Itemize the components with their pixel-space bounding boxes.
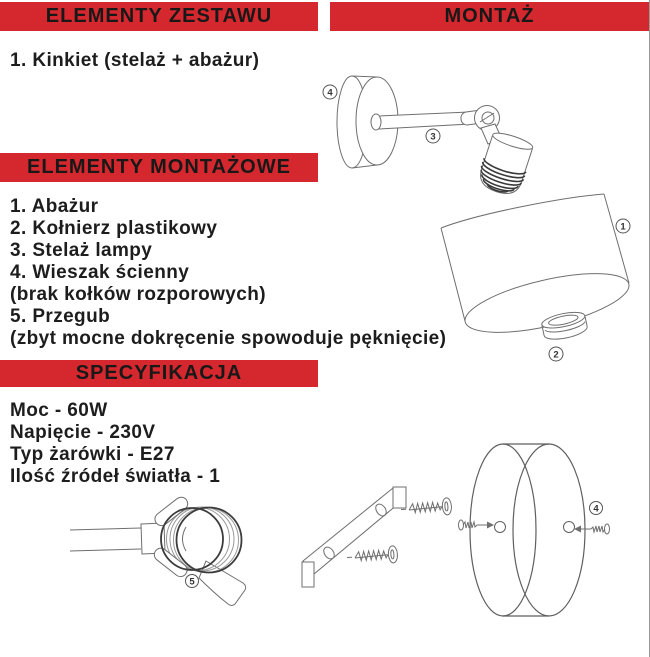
bracket-strip <box>303 488 404 574</box>
section-header-set-elements: ELEMENTY ZESTAWU <box>0 2 318 31</box>
joint-detail-drawing <box>70 495 246 606</box>
mounting-item: 2. Kołnierz plastikowy <box>10 218 218 239</box>
label-ring <box>590 502 603 515</box>
shade-part <box>441 194 634 344</box>
ring-hole <box>495 522 506 533</box>
label-wall-disc <box>323 85 337 99</box>
label-shade <box>616 219 630 233</box>
mounting-item: 5. Przegub <box>10 306 111 327</box>
part-number-labels <box>186 85 631 588</box>
svg-text:2: 2 <box>553 349 559 361</box>
mounting-item: 3. Stelaż lampy <box>10 240 153 261</box>
mounting-item-note: (zbyt mocne dokręcenie spowoduje pęknięcie) <box>10 328 447 349</box>
mounting-ring-drawing <box>459 444 610 616</box>
collar-part <box>540 309 588 342</box>
spec-item: Moc - 60W <box>10 400 108 421</box>
section-header-specification: SPECYFIKACJA <box>0 360 318 387</box>
screw-icon <box>346 546 398 566</box>
svg-text:5: 5 <box>189 576 195 588</box>
ring-front-rim <box>513 444 585 616</box>
screw-icon <box>400 498 452 518</box>
socket-part <box>475 130 535 199</box>
svg-text:1: 1 <box>620 221 626 233</box>
screw-icon <box>574 524 610 534</box>
label-arm <box>426 129 440 143</box>
set-item: 1. Kinkiet (stelaż + abażur) <box>10 50 260 71</box>
wall-bracket-drawing <box>302 487 452 587</box>
section-header-mounting-elements: ELEMENTY MONTAŻOWE <box>0 153 318 182</box>
mounting-item: 4. Wieszak ścienny <box>10 262 190 283</box>
ring-hole <box>564 522 575 533</box>
bracket-tab-top <box>393 487 406 508</box>
exploded-lamp-drawing <box>337 76 634 344</box>
svg-text:3: 3 <box>430 131 436 143</box>
spec-item: Typ żarówki - E27 <box>10 444 175 465</box>
spec-item: Napięcie - 230V <box>10 422 156 443</box>
screw-icon <box>459 520 495 530</box>
section-header-assembly: MONTAŻ <box>330 2 649 31</box>
label-collar <box>549 347 563 361</box>
mounting-item-note: (brak kołków rozporowych) <box>10 284 266 305</box>
label-joint <box>186 575 199 588</box>
bracket-tab-bottom <box>302 562 314 587</box>
svg-text:4: 4 <box>593 503 599 515</box>
spec-item: Ilość źródeł światła - 1 <box>10 466 221 487</box>
mounting-item: 1. Abażur <box>10 196 99 217</box>
svg-text:4: 4 <box>327 87 333 99</box>
